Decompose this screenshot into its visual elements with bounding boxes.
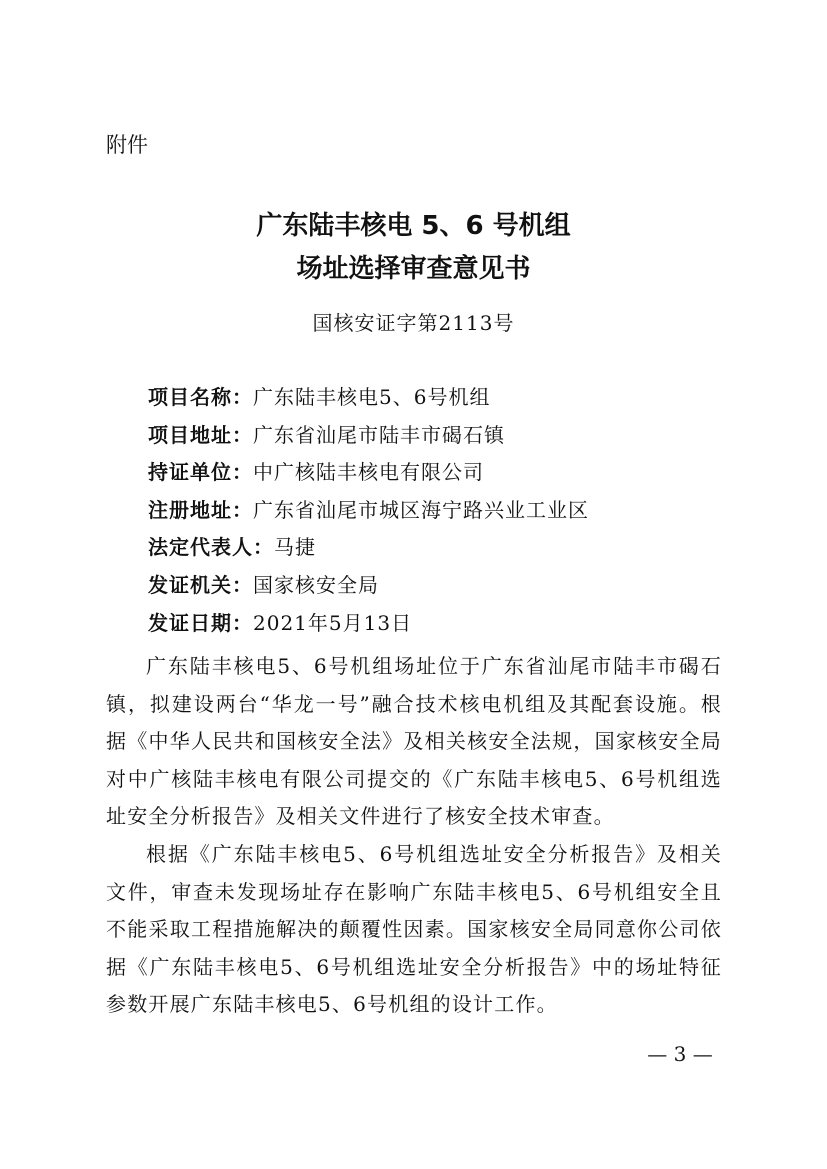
field-label: 注册地址： <box>148 497 253 522</box>
field-legal-representative <box>148 533 748 571</box>
field-issuing-authority <box>148 571 748 609</box>
field-label: 项目地址： <box>148 422 253 447</box>
field-issue-date <box>148 609 748 647</box>
field-label: 项目名称： <box>148 385 253 409</box>
field-project-address <box>148 421 748 459</box>
field-value: 中广核陆丰核电有限公司 <box>253 460 484 485</box>
field-registered-address <box>148 496 748 534</box>
body-paragraph-1: 广东陆丰核电5、6号机组场址位于广东省汕尾市陆丰市碣石镇，拟建设两台“华龙一号”融合技术核电机组及其配套设施。根据《中华人民共和国核安全法》及相关核安全法规，国家核安全局对中广核陆丰核电有限公司提交的《广东陆丰核电5、6号机组选址安全分析报告》及相关文件进行了核安全技术审查。 <box>106 654 722 829</box>
field-label: 持证单位： <box>148 460 253 485</box>
field-label: 法定代表人： <box>148 535 274 560</box>
field-value: 2021年5月13日 <box>253 610 413 635</box>
field-value: 广东省汕尾市陆丰市碣石镇 <box>253 422 505 447</box>
document-number: 国核安证字第2113号 <box>312 311 515 335</box>
body-paragraph-2: 根据《广东陆丰核电5、6号机组选址安全分析报告》及相关文件，审查未发现场址存在影响广东陆丰核电5、6号机组安全且不能采取工程措施解决的颠覆性因素。国家核安全局同意你公司依据《广东陆丰核电5、6号机组选址安全分析报告》中的场址特征参数开展广东陆丰核电5、6号机组的设计工作。 <box>106 842 722 1017</box>
field-license-holder <box>148 458 748 496</box>
field-value: 国家核安全局 <box>253 572 379 597</box>
info-fields <box>148 383 748 646</box>
field-value: 马捷 <box>274 535 316 560</box>
field-project-name <box>148 383 748 421</box>
document-title-line-1: 广东陆丰核电 5、6 号机组 <box>256 211 571 241</box>
field-label: 发证机关： <box>148 572 253 597</box>
page-number: — 3 — <box>647 1042 713 1066</box>
document-title-line-2: 场址选择审查意见书 <box>296 254 531 284</box>
field-value: 广东省汕尾市城区海宁路兴业工业区 <box>253 497 589 522</box>
field-label: 发证日期： <box>148 610 253 635</box>
attachment-label: 附件 <box>106 133 148 157</box>
field-value: 广东陆丰核电5、6号机组 <box>253 385 491 409</box>
